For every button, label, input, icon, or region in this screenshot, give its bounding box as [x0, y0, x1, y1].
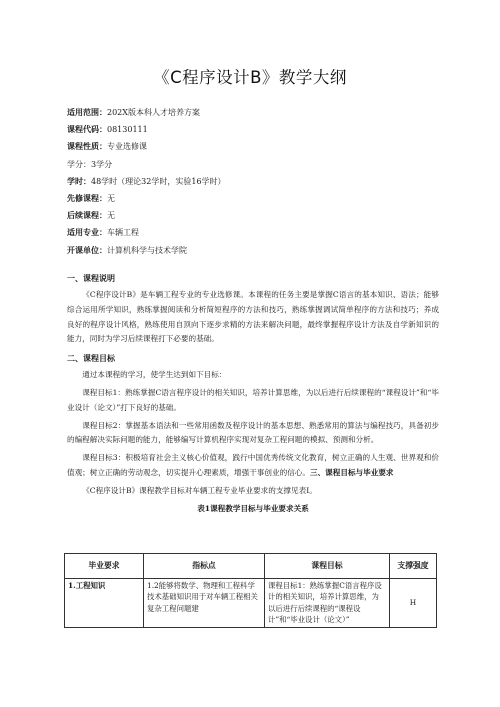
meta-value: 202X版本科人才培养方案 — [107, 108, 200, 117]
goals-requirements-table — [64, 553, 437, 628]
meta-value: 计算机科学与技术学院 — [107, 245, 187, 255]
meta-line — [67, 138, 447, 155]
goal-2: 课程目标2：掌握基本语法和一些常用函数及程序设计的基本思想、熟悉常用的算法与编程技巧，具备初步的编程解决实际问题的能力，能够编写计算机程序实现对复杂工程问题的模拟、预测和分析。 — [67, 420, 439, 445]
table-header-row — [65, 554, 437, 579]
section-heading-3: 三、课程目标与毕业要求 — [310, 467, 394, 477]
meta-value: 无 — [107, 211, 115, 221]
course-meta — [67, 104, 447, 259]
meta-line — [67, 190, 447, 207]
meta-key: 先修课程： — [67, 193, 107, 204]
header-requirement: 毕业要求 — [65, 554, 144, 579]
section-heading-1: 一、课程说明 — [67, 273, 115, 283]
meta-key: 学时： — [67, 175, 91, 186]
cell-course-goal: 课程目标1：熟练掌握C语言程序设计的相关知识，培养计算思维，为以后进行后续课程的“课程设计”和“毕业设计（论文）” — [265, 579, 390, 628]
document-title: 《C程序设计B》教学大纲 — [153, 68, 347, 87]
cell-support-strength: H — [390, 579, 437, 628]
meta-line — [67, 121, 447, 138]
meta-line — [67, 104, 447, 121]
meta-value: 专业选修课 — [107, 142, 147, 152]
header-indicator: 指标点 — [144, 554, 265, 579]
section-heading-2: 二、课程目标 — [67, 353, 115, 364]
meta-value: 08130111 — [107, 125, 148, 135]
course-description: 《C程序设计B》是车辆工程专业的专业选修课。本课程的任务主要是掌握C语言的基本知识、语法；能够综合运用所学知识，熟练掌握阅读和分析简短程序的方法和技巧，熟练掌握调试简单程序的方法和技巧；养成良好的程序设计风格，熟练使用自顶向下逐步求精的方法来解决问题，最终掌握程序设计方法及自学新知识的能力，同时为学习后续课程打下必要的基础。 — [67, 290, 439, 344]
meta-key: 后续课程： — [67, 210, 107, 221]
meta-key: 开课单位： — [67, 244, 107, 255]
support-note: 《C程序设计B》课程教学目标对车辆工程专业毕业要求的支撑见表I。 — [82, 485, 317, 495]
table-caption: 表1课程教学目标与毕业要求关系 — [197, 503, 309, 513]
meta-line — [67, 173, 447, 190]
header-support-strength: 支撑强度 — [390, 554, 437, 579]
meta-key: 课程性质： — [67, 141, 107, 152]
goals-intro: 通过本课程的学习，使学生达到如下目标： — [82, 370, 227, 380]
cell-requirement: 1.工程知识 — [65, 579, 144, 628]
document-body — [67, 267, 439, 515]
meta-line — [67, 207, 447, 224]
goal-3 — [67, 451, 439, 481]
meta-value: 无 — [107, 194, 115, 204]
goal-3-text: 课程目标3：积极培育社会主义核心价值观，践行中国优秀传统文化教育，树立正确的人生观、世界观和价值观；树立正确的劳动观念，切实提升心理素质，增强干事创业的信心。 — [67, 453, 439, 477]
header-course-goal: 课程目标 — [265, 554, 390, 579]
meta-line — [67, 156, 447, 173]
meta-line — [67, 242, 447, 259]
meta-value: 学分：3学分 — [67, 159, 113, 169]
meta-value: 48学时（理论32学时，实验16学时） — [91, 176, 226, 186]
meta-key: 课程代码： — [67, 124, 107, 135]
meta-line — [67, 224, 447, 241]
table-row — [65, 579, 437, 628]
meta-key: 适用专业： — [67, 227, 107, 238]
cell-indicator: 1.2能够将数学、物理和工程科学技术基础知识用于对车辆工程相关复杂工程问题建 — [144, 579, 265, 628]
meta-key: 适用范围： — [67, 107, 107, 117]
goal-1: 课程目标1：熟练掌握C语言程序设计的相关知识，培养计算思维，为以后进行后续课程的“课程设计”和“毕业设计（论文）”打下良好的基础。 — [67, 387, 439, 412]
meta-value: 车辆工程 — [107, 228, 139, 238]
